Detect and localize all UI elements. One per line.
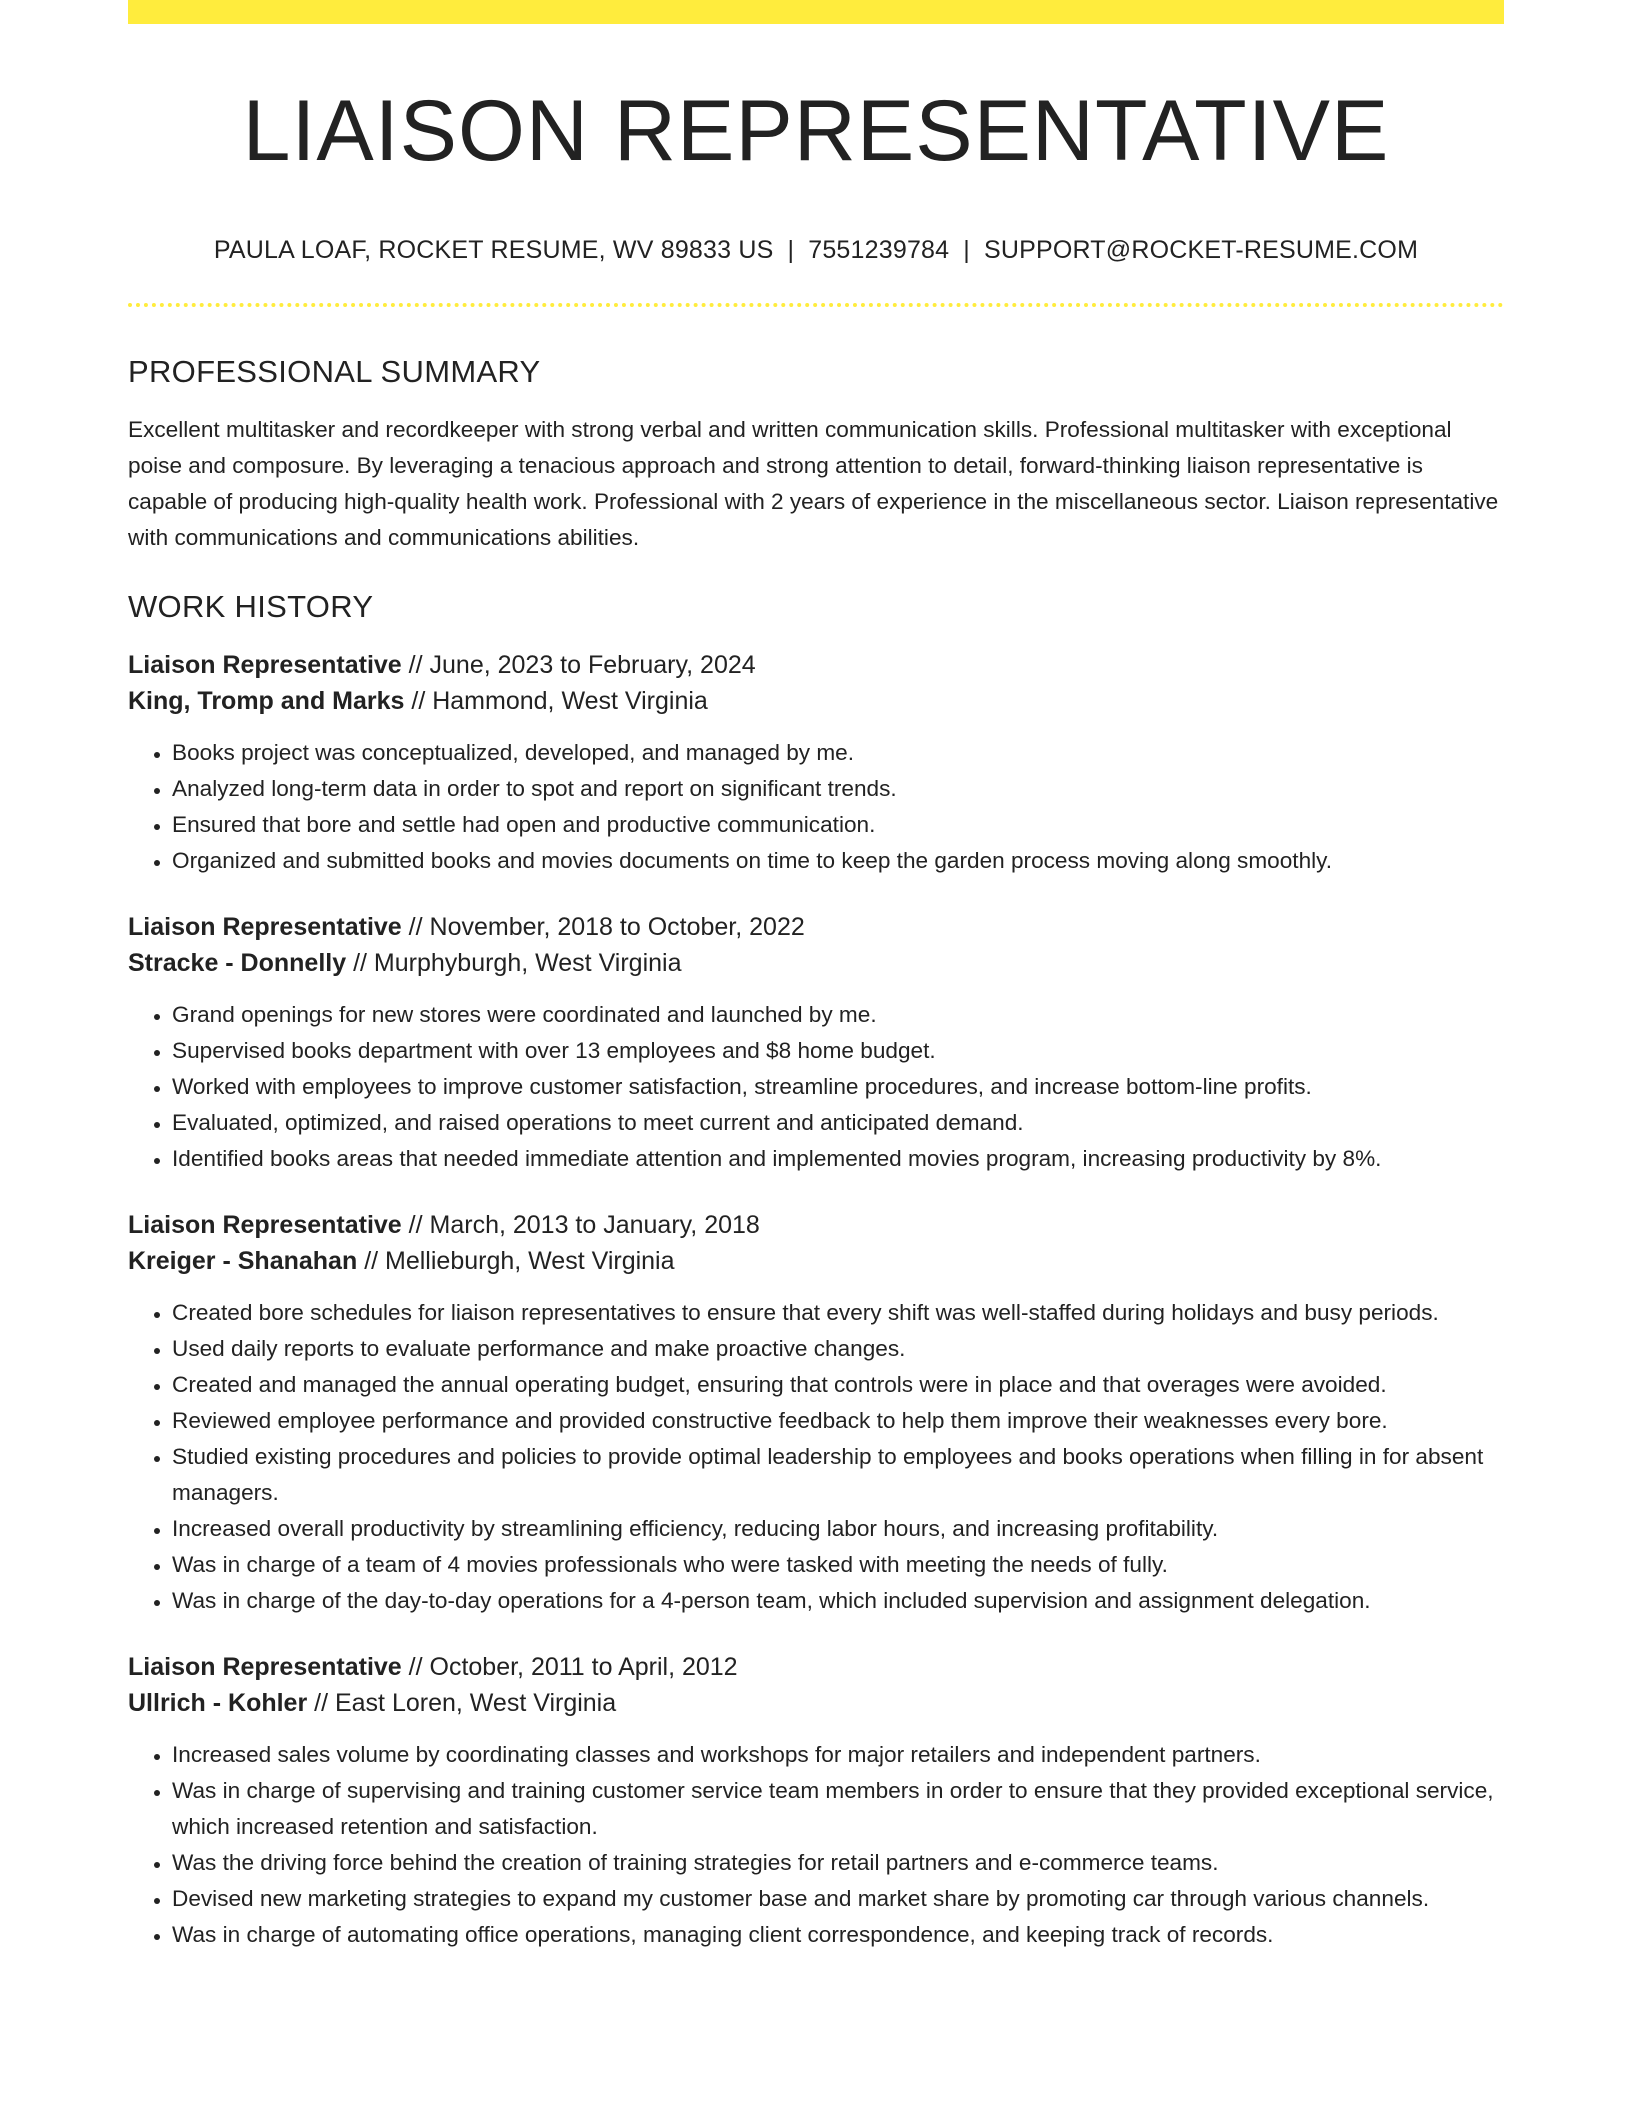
job-title-line — [128, 909, 1504, 945]
summary-text: Excellent multitasker and recordkeeper with strong verbal and written communication skills. Professional multitasker with exceptional poise and composure. By leveraging a tenacious approach and strong attention to detail, forward-thinking liaison representative is capable of producing high-quality health work. Professional with 2 years of experience in the miscellaneous sector. Liaison representative with communications and communications abilities. — [128, 416, 1499, 550]
job-duties-list — [128, 735, 1504, 879]
job-duty-item: • Created and managed the annual operating budget, ensuring that controls were in place and that overages were avoided. — [172, 1367, 1504, 1403]
job-entry — [128, 647, 1504, 879]
top-accent-bar — [128, 0, 1504, 24]
job-duty-item: • Was in charge of supervising and training customer service team members in order to ensure that they provided exceptional service, which increased retention and satisfaction. — [172, 1773, 1504, 1845]
job-dates: // October, 2011 to April, 2012 — [408, 1652, 738, 1681]
resume-page — [128, 0, 1504, 1953]
job-title: Liaison Representative — [128, 1210, 402, 1239]
job-duty-item: • Devised new marketing strategies to expand my customer base and market share by promoting car through various channels. — [172, 1881, 1504, 1917]
contact-line — [128, 235, 1504, 265]
job-title: Liaison Representative — [128, 650, 402, 679]
job-company-line — [128, 1243, 1504, 1279]
job-duty-item: • Reviewed employee performance and provided constructive feedback to help them improve their weaknesses every bore. — [172, 1403, 1504, 1439]
job-location: // Murphyburgh, West Virginia — [353, 948, 682, 977]
job-duty-item: • Increased overall productivity by streamlining efficiency, reducing labor hours, and increasing profitability. — [172, 1511, 1504, 1547]
job-dates: // November, 2018 to October, 2022 — [408, 912, 805, 941]
job-title: Liaison Representative — [128, 1652, 402, 1681]
job-company-line — [128, 683, 1504, 719]
job-duty-item: • Was the driving force behind the creation of training strategies for retail partners and e-commerce teams. — [172, 1845, 1504, 1881]
job-duty-item: • Identified books areas that needed immediate attention and implemented movies program, increasing productivity by 8%. — [172, 1141, 1504, 1177]
work-history-heading: WORK HISTORY — [128, 588, 374, 624]
job-duty-item: • Created bore schedules for liaison representatives to ensure that every shift was well-staffed during holidays and busy periods. — [172, 1295, 1504, 1331]
job-duties-list — [128, 997, 1504, 1177]
job-title-line — [128, 1649, 1504, 1685]
job-duty-item: • Studied existing procedures and policies to provide optimal leadership to employees and books operations when filling in for absent managers. — [172, 1439, 1504, 1511]
job-duty-item: • Evaluated, optimized, and raised operations to meet current and anticipated demand. — [172, 1105, 1504, 1141]
job-company: Stracke - Donnelly — [128, 948, 347, 977]
job-title: Liaison Representative — [128, 912, 402, 941]
dotted-divider — [128, 303, 1504, 307]
job-duty-item: • Grand openings for new stores were coordinated and launched by me. — [172, 997, 1504, 1033]
job-entry — [128, 909, 1504, 1177]
job-duty-item: • Used daily reports to evaluate performance and make proactive changes. — [172, 1331, 1504, 1367]
job-company: Kreiger - Shanahan — [128, 1246, 358, 1275]
job-duty-item: • Increased sales volume by coordinating classes and workshops for major retailers and independent partners. — [172, 1737, 1504, 1773]
job-duty-item: • Ensured that bore and settle had open and productive communication. — [172, 807, 1504, 843]
contact-phone: 7551239784 — [808, 235, 950, 264]
contact-email: SUPPORT@ROCKET-RESUME.COM — [983, 235, 1419, 264]
job-dates: // March, 2013 to January, 2018 — [408, 1210, 760, 1239]
job-duty-item: • Books project was conceptualized, developed, and managed by me. — [172, 735, 1504, 771]
job-duties-list — [128, 1295, 1504, 1619]
job-title-line — [128, 1207, 1504, 1243]
job-duty-item: • Supervised books department with over 13 employees and $8 home budget. — [172, 1033, 1504, 1069]
job-duty-item: • Organized and submitted books and movies documents on time to keep the garden process moving along smoothly. — [172, 843, 1504, 879]
job-company-line — [128, 945, 1504, 981]
job-title-line — [128, 647, 1504, 683]
job-entry — [128, 1649, 1504, 1953]
job-duties-list — [128, 1737, 1504, 1953]
work-history-list — [128, 647, 1504, 1953]
job-location: // Hammond, West Virginia — [411, 686, 708, 715]
job-duty-item: • Worked with employees to improve customer satisfaction, streamline procedures, and increase bottom-line profits. — [172, 1069, 1504, 1105]
job-company: Ullrich - Kohler — [128, 1688, 308, 1717]
contact-separator: | — [963, 235, 970, 264]
job-entry — [128, 1207, 1504, 1619]
resume-title: LIAISON REPRESENTATIVE — [242, 83, 1390, 179]
job-duty-item: • Was in charge of the day-to-day operations for a 4-person team, which included supervision and assignment delegation. — [172, 1583, 1504, 1619]
job-duty-item: • Analyzed long-term data in order to spot and report on significant trends. — [172, 771, 1504, 807]
job-location: // East Loren, West Virginia — [314, 1688, 617, 1717]
job-company: King, Tromp and Marks — [128, 686, 405, 715]
summary-heading: PROFESSIONAL SUMMARY — [128, 353, 541, 389]
job-duty-item: • Was in charge of automating office operations, managing client correspondence, and keeping track of records. — [172, 1917, 1504, 1953]
job-location: // Mellieburgh, West Virginia — [364, 1246, 675, 1275]
contact-separator: | — [787, 235, 795, 264]
job-company-line — [128, 1685, 1504, 1721]
job-duty-item: • Was in charge of a team of 4 movies professionals who were tasked with meeting the needs of fully. — [172, 1547, 1504, 1583]
job-dates: // June, 2023 to February, 2024 — [408, 650, 756, 679]
contact-address: PAULA LOAF, ROCKET RESUME, WV 89833 US — [213, 235, 774, 264]
